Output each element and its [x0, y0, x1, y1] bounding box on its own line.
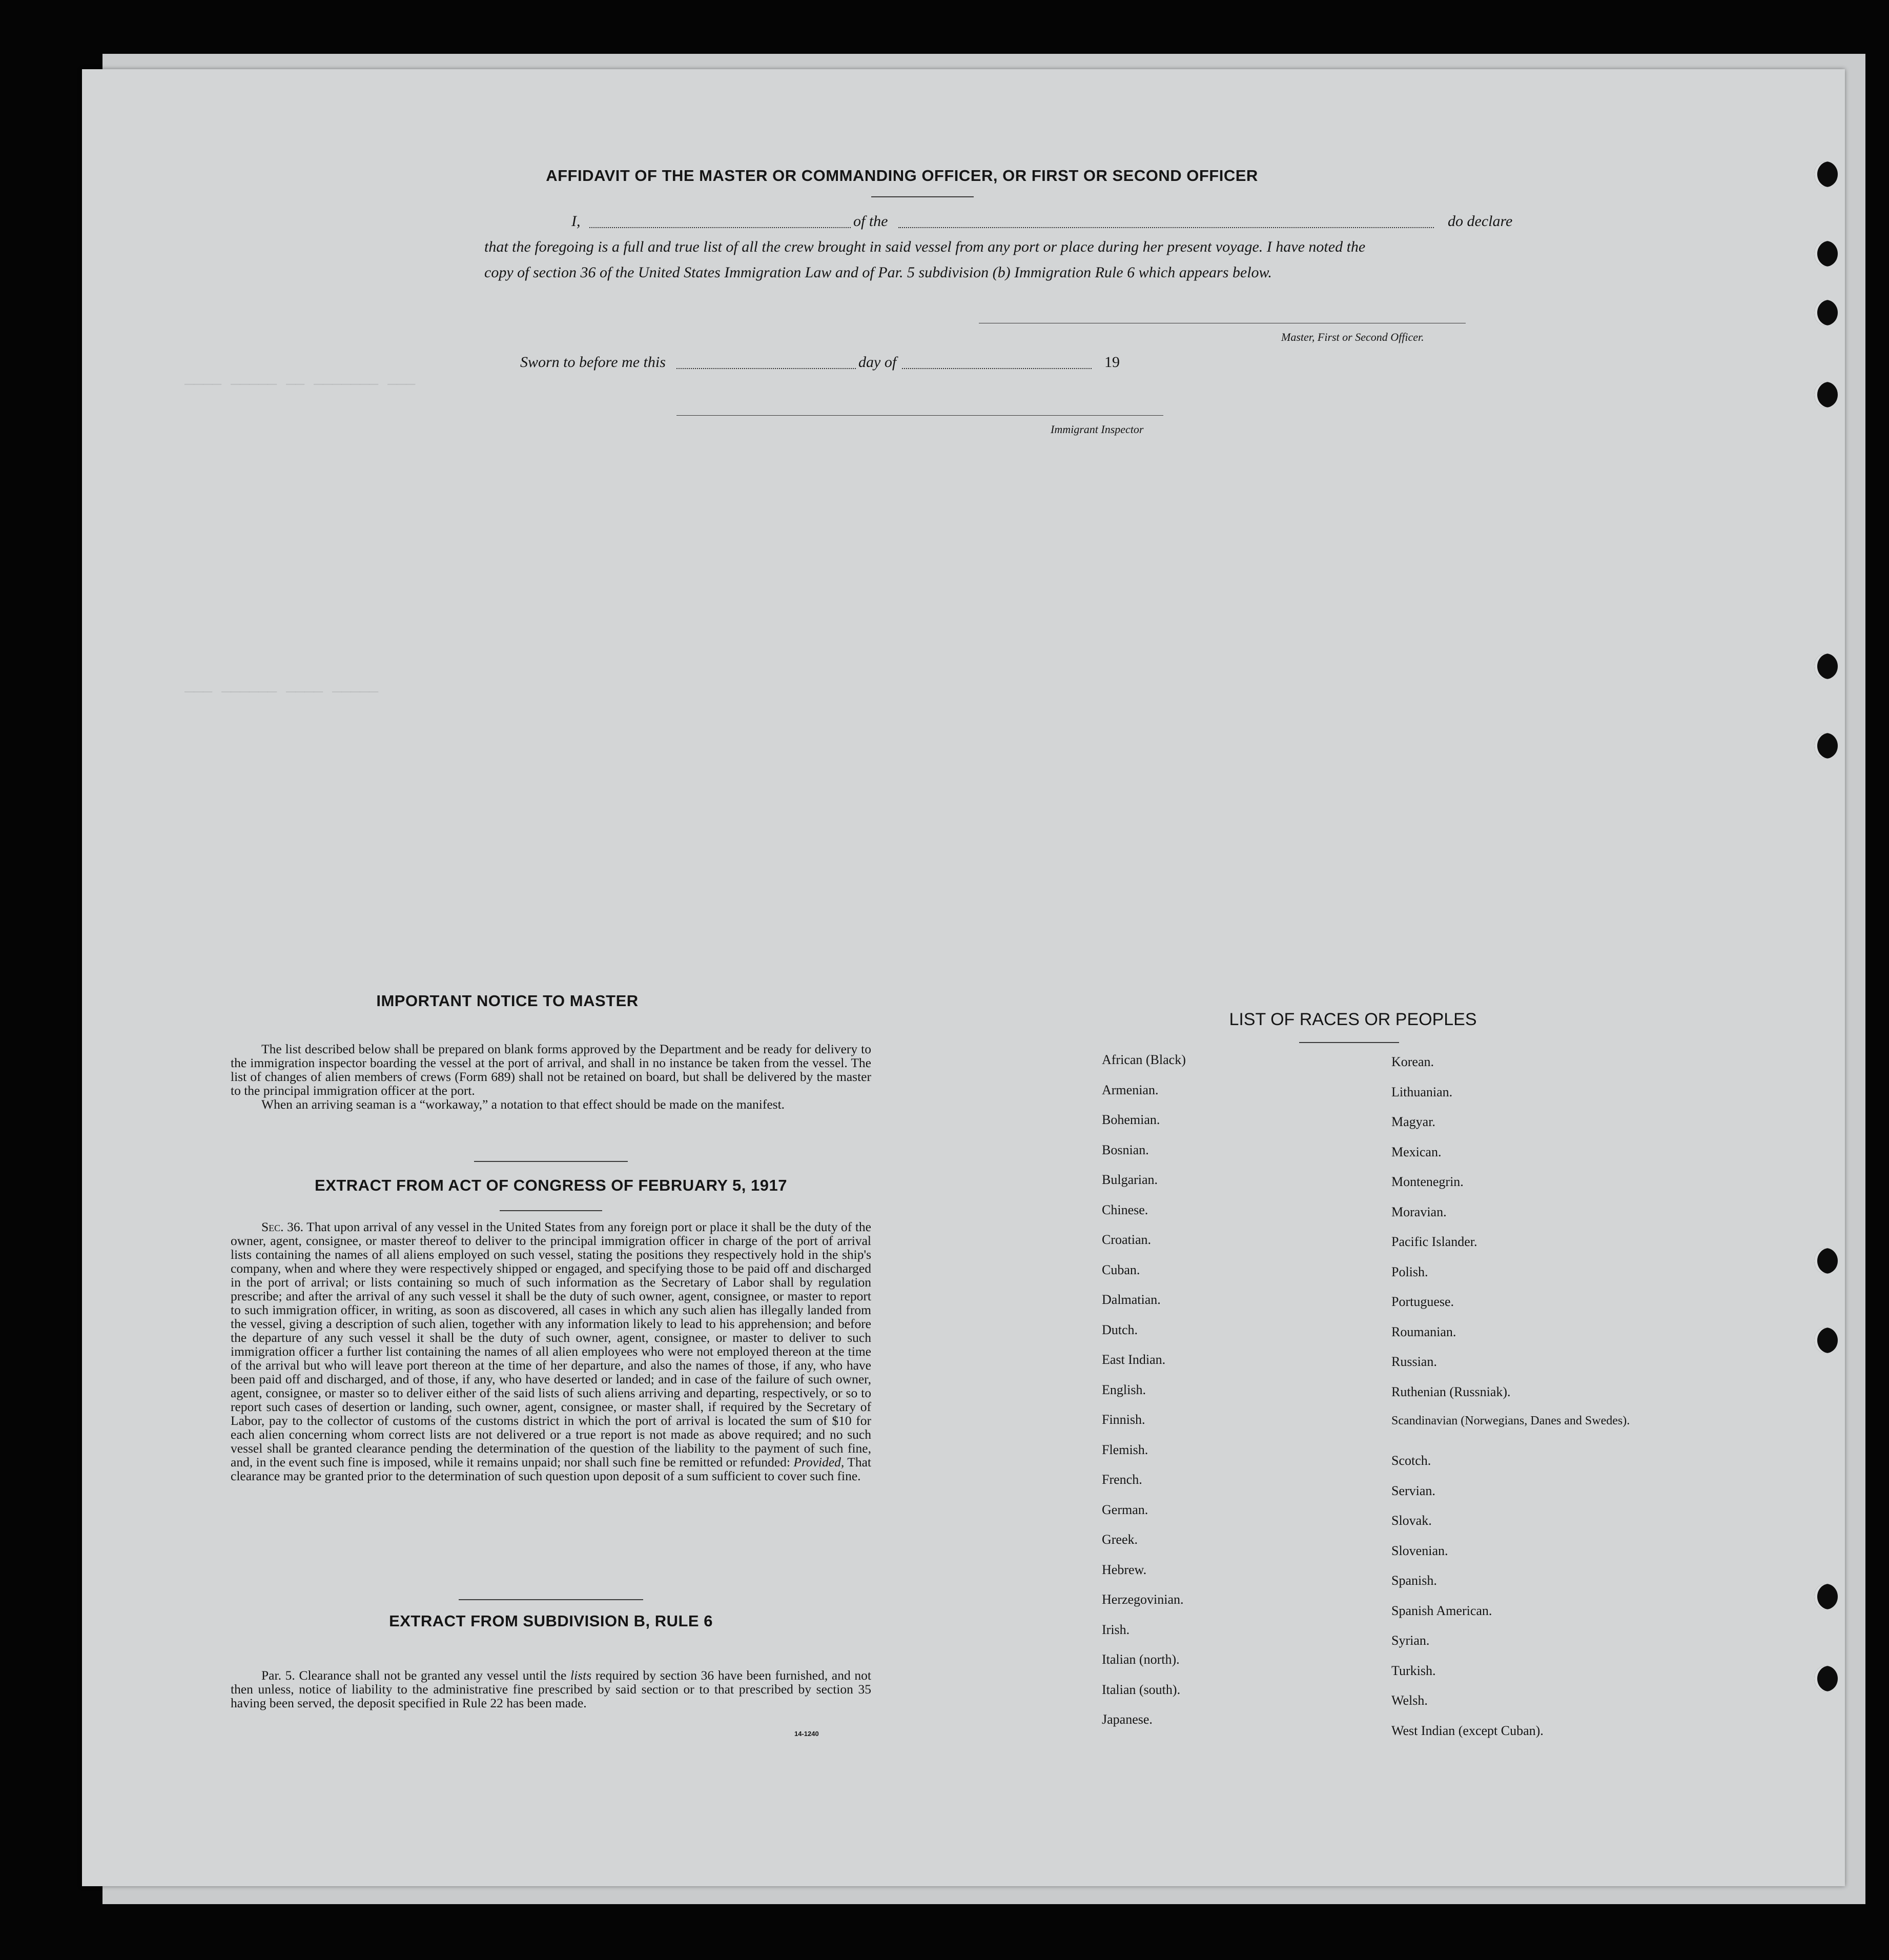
race-bohemian: Bohemian. [1102, 1112, 1160, 1127]
race-dutch: Dutch. [1102, 1322, 1138, 1337]
race-spanish-american: Spanish American. [1391, 1603, 1492, 1618]
sworn-label: Sworn to before me this [520, 354, 666, 371]
race-cuban: Cuban. [1102, 1262, 1140, 1277]
punch-hole [1814, 382, 1838, 407]
race-magyar: Magyar. [1391, 1114, 1435, 1129]
race-korean: Korean. [1391, 1054, 1434, 1069]
race-east-indian: East Indian. [1102, 1352, 1166, 1367]
race-scotch: Scotch. [1391, 1453, 1431, 1468]
race-pacific-islander: Pacific Islander. [1391, 1234, 1477, 1249]
punch-hole [1814, 241, 1838, 267]
heading-rule [1299, 1042, 1399, 1043]
heading-rule [500, 1210, 602, 1211]
race-hebrew: Hebrew. [1102, 1562, 1147, 1577]
punch-hole [1814, 654, 1838, 679]
race-welsh: Welsh. [1391, 1693, 1428, 1708]
declarant-name-line [589, 227, 851, 228]
vessel-name-line [898, 227, 1434, 228]
race-ruthenian-russniak: Ruthenian (Russniak). [1391, 1384, 1511, 1399]
declare-label: do declare [1448, 213, 1513, 230]
races-left-column [1102, 1052, 1389, 1742]
race-italian-south: Italian (south). [1102, 1682, 1181, 1697]
punch-hole [1814, 1248, 1838, 1274]
race-german: German. [1102, 1502, 1148, 1517]
punch-hole [1814, 1584, 1838, 1609]
rule-text-a: Par. 5. Clearance shall not be granted any vessel until the [261, 1668, 567, 1683]
heading-rule [871, 196, 974, 197]
extract-act-heading: EXTRACT FROM ACT OF CONGRESS OF FEBRUARY 5, 1917 [315, 1176, 787, 1194]
race-syrian: Syrian. [1391, 1633, 1430, 1648]
punch-hole [1814, 161, 1838, 187]
proviso-text: That clearance may be granted prior to the determination of such question upon deposit of a sum sufficient to cover such fine. [231, 1455, 871, 1483]
race-finnish: Finnish. [1102, 1412, 1145, 1427]
rule-paragraph [231, 1668, 871, 1710]
rule-text-lists: lists [570, 1668, 592, 1683]
document-page [82, 69, 1845, 1886]
race-west-indian-except-cuban: West Indian (except Cuban). [1391, 1723, 1544, 1738]
section-label: Sec. 36. [261, 1219, 304, 1234]
notice-body [231, 1042, 871, 1111]
inspector-label: Immigrant Inspector [1051, 423, 1144, 436]
race-chinese: Chinese. [1102, 1202, 1148, 1217]
notice-paragraph-1: The list described below shall be prepared on blank forms approved by the Department and be ready for delivery to the immigration inspector boarding the vessel at the port of arrival, and shall in no instance be taken from the vessel. The list of changes of alien members of crews (Form 689) shall not be retained on board, but shall be delivered by the master to the principal immigration officer at the port. [231, 1042, 871, 1098]
race-italian-north: Italian (north). [1102, 1652, 1180, 1667]
affidavit-heading: AFFIDAVIT OF THE MASTER OR COMMANDING OFFICER, OR FIRST OR SECOND OFFICER [546, 167, 1258, 185]
punch-hole [1814, 733, 1838, 759]
affidavit-line-2: that the foregoing is a full and true list of all the crew brought in said vessel from any port or place during her present voyage. I have noted the [484, 238, 1366, 255]
race-english: English. [1102, 1382, 1146, 1397]
punch-hole [1814, 300, 1838, 325]
bleed-through-marks: ──── ───── ── ─────── ─── [184, 377, 416, 394]
race-turkish: Turkish. [1391, 1663, 1436, 1678]
signature-label: Master, First or Second Officer. [1281, 331, 1424, 343]
race-russian: Russian. [1391, 1354, 1437, 1369]
inspector-signature-line [676, 415, 1163, 416]
section-rule [459, 1599, 643, 1600]
section-36-text: That upon arrival of any vessel in the United States from any foreign port or place it shall be the duty of the owner, agent, consignee, or master thereof to deliver to the principal immigration officer in charge of the port of arrival lists containing the names of all aliens employed on such vessel, stating the positions they respectively hold in the ship's company, when and where they were respectively shipped or engaged, and specifying those to be paid off and discharged in the port of arrival; or lists containing so much of such information as the Secretary of Labor shall by regulation prescribe; and after the arrival of any such vessel it shall be the duty of such owner, agent, consignee, or master to report to such immigration officer, in writing, as soon as discovered, all cases in which any such alien has illegally landed from the vessel, giving a description of such alien, together with any information likely to lead to his apprehension; and before the departure of any such vessel it shall be the duty of such owner, agent, consignee, or master to deliver to such immigration officer a further list containing the names of all alien employees who were not employed thereon at the time of the arrival but who will leave port thereon at the time of her departure, and also the names of those, if any, who have been paid off and discharged, and of those, if any, who have deserted or landed; and in case of the failure of such owner, agent, consignee, or master so to deliver either of the said lists of such aliens arriving and departing, respectively, or so to report such cases of desertion or landing, such owner, agent, consignee, or master shall, if required by the Secretary of Labor, pay to the collector of customs of the customs district in which the port of arrival is located the sum of $10 for each alien concerning whom correct lists are not delivered or a true report is not made as above required; and no such vessel shall be granted clearance pending the determination of the question of the liability to the payment of such fine, and, in the event such fine is imposed, while it remains unpaid; nor shall such fine be remitted or refunded: [231, 1219, 872, 1469]
races-right-column [1391, 1054, 1678, 1753]
race-spanish: Spanish. [1391, 1573, 1437, 1588]
race-armenian: Armenian. [1102, 1082, 1159, 1097]
race-bosnian: Bosnian. [1102, 1142, 1149, 1157]
race-greek: Greek. [1102, 1532, 1138, 1547]
race-lithuanian: Lithuanian. [1391, 1084, 1453, 1099]
race-croatian: Croatian. [1102, 1232, 1152, 1247]
punch-hole [1814, 1666, 1838, 1691]
extract-rule-heading: EXTRACT FROM SUBDIVISION B, RULE 6 [389, 1612, 713, 1630]
extract-act-body [231, 1220, 871, 1483]
race-polish: Polish. [1391, 1264, 1428, 1279]
sworn-day-line [676, 368, 856, 369]
race-herzegovinian: Herzegovinian. [1102, 1592, 1184, 1607]
race-flemish: Flemish. [1102, 1442, 1148, 1457]
notice-paragraph-2: When an arriving seaman is a “workaway,” a notation to that effect should be made on the manifest. [261, 1097, 785, 1112]
races-heading: LIST OF RACES OR PEOPLES [1229, 1010, 1477, 1029]
bleed-through-marks: ─── ────── ──── ───── [184, 684, 379, 702]
race-french: French. [1102, 1472, 1142, 1487]
punch-hole [1814, 1328, 1838, 1353]
race-dalmatian: Dalmatian. [1102, 1292, 1161, 1307]
affidavit-line-3: copy of section 36 of the United States Immigration Law and of Par. 5 subdivision (b) Immigration Rule 6 which appears below. [484, 264, 1272, 281]
section-rule [474, 1161, 628, 1162]
day-of-label: day of [858, 354, 897, 371]
race-moravian: Moravian. [1391, 1204, 1447, 1219]
sworn-month-line [902, 368, 1092, 369]
proviso-label: Provided, [793, 1455, 845, 1469]
race-slovak: Slovak. [1391, 1513, 1432, 1528]
section-36-paragraph [231, 1220, 871, 1483]
notice-heading: IMPORTANT NOTICE TO MASTER [376, 992, 639, 1010]
race-montenegrin: Montenegrin. [1391, 1174, 1464, 1189]
race-portuguese: Portuguese. [1391, 1294, 1454, 1309]
vessel-label: of the [853, 213, 888, 230]
extract-rule-body [231, 1668, 871, 1710]
race-servian: Servian. [1391, 1483, 1435, 1498]
race-mexican: Mexican. [1391, 1144, 1442, 1159]
form-number: 14-1240 [794, 1730, 819, 1738]
sworn-year: 19 [1104, 354, 1120, 371]
race-bulgarian: Bulgarian. [1102, 1172, 1158, 1187]
declarant-label: I, [571, 213, 581, 230]
race-african-black: African (Black) [1102, 1052, 1186, 1067]
race-slovenian: Slovenian. [1391, 1543, 1448, 1558]
race-japanese: Japanese. [1102, 1712, 1153, 1727]
race-roumanian: Roumanian. [1391, 1324, 1456, 1339]
rule-text-b: required by section 36 have been furnished, and not then unless, notice of liability to the administrative fine prescribed by said section or to that prescribed by section 35 having been served, the deposit specified in Rule 22 has been made. [231, 1668, 872, 1710]
race-irish: Irish. [1102, 1622, 1130, 1637]
race-scandinavian-norwegians-danes-and-swedes: Scandinavian (Norwegians, Danes and Swedes). [1391, 1414, 1630, 1427]
